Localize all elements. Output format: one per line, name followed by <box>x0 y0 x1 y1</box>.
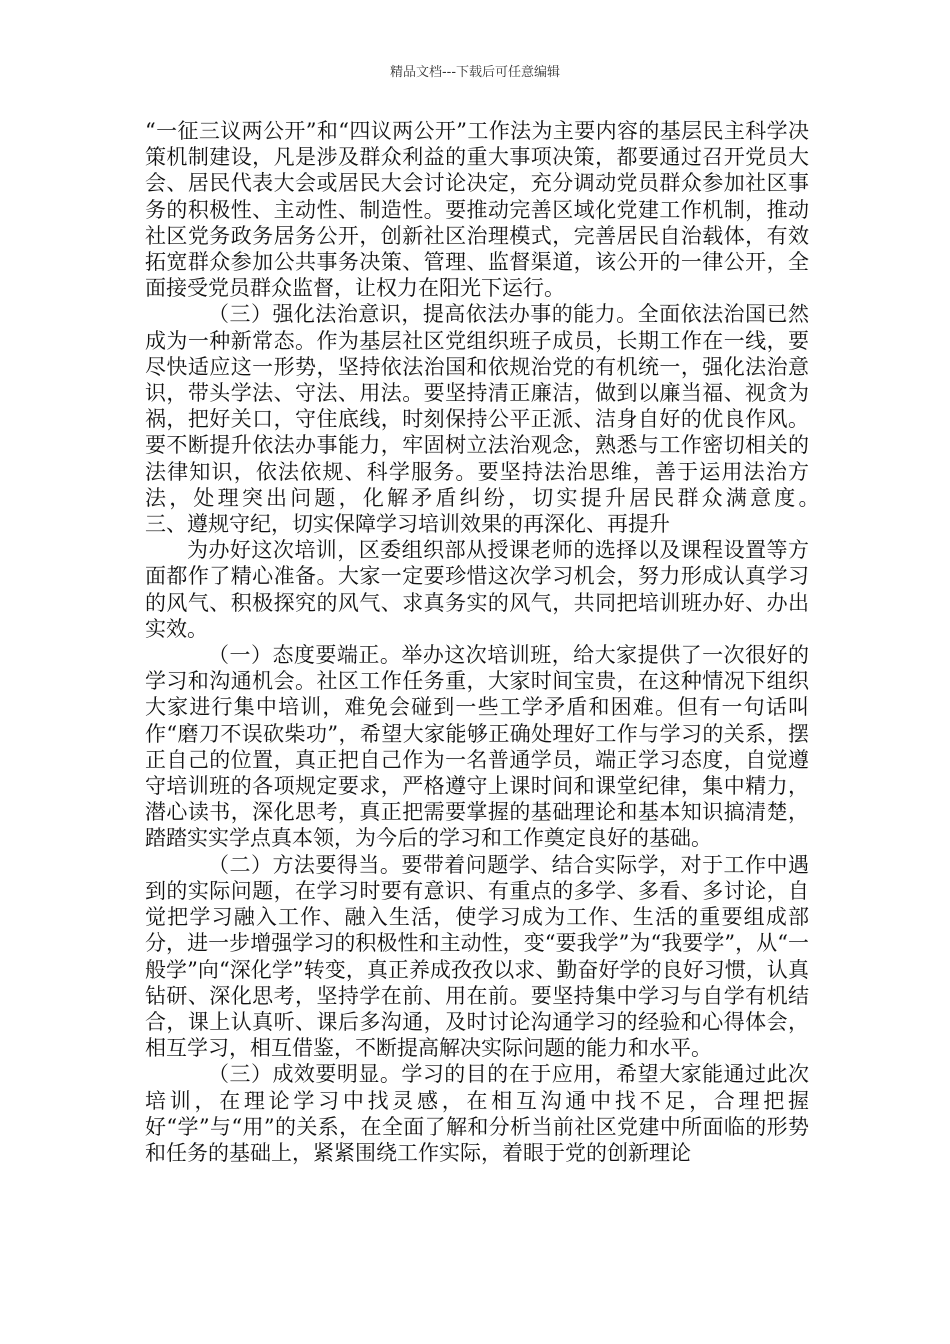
paragraph-6: （三）成效要明显。学习的目的在于应用，希望大家能通过此次培训，在理论学习中找灵感，在相互沟通中找不足，合理把握好“学”与“用”的关系，在全面了解和分析当前社区党建中所面临的形势和任务的基础上，紧紧围绕工作实际，着眼于党的创新理论 <box>145 1062 809 1165</box>
paragraph-2: （三）强化法治意识，提高依法办事的能力。全面依法治国已然成为一种新常态。作为基层社区党组织班子成员，长期工作在一线，要尽快适应这一形势，坚持依法治国和依规治党的有机统一，强化法治意识，带头学法、守法、用法。要坚持清正廉洁，做到以廉当福、视贪为祸，把好关口，守住底线，时刻保持公平正派、洁身自好的优良作风。要不断提升依法办事能力，牢固树立法治观念，熟悉与工作密切相关的法律知识，依法依规、科学服务。要坚持法治思维，善于运用法治方法，处理突出问题，化解矛盾纠纷，切实提升居民群众满意度。 三、遵规守纪，切实保障学习培训效果的再深化、再提升 <box>145 302 872 537</box>
paragraph-5: （二）方法要得当。要带着问题学、结合实际学，对于工作中遇到的实际问题，在学习时要有意识、有重点的多学、多看、多讨论，自觉把学习融入工作、融入生活，使学习成为工作、生活的重要组成部分，进一步增强学习的积极性和主动性，变“要我学”为“我要学”，从“一般学”向“深化学”转变，真正养成孜孜以求、勤奋好学的良好习惯，认真钻研、深化思考，坚持学在前、用在前。要坚持集中学习与自学有机结合，课上认真听、课后多沟通，及时讨论沟通学习的经验和心得体会，相互学习，相互借鉴，不断提高解决实际问题的能力和水平。 <box>145 852 809 1061</box>
paragraph-4: （一）态度要端正。举办这次培训班，给大家提供了一次很好的学习和沟通机会。社区工作任务重，大家时间宝贵，在这种情况下组织大家进行集中培训，难免会碰到一些工学矛盾和困难。但有一句话叫作“磨刀不误砍柴功”，希望大家能够正确处理好工作与学习的关系，摆正自己的位置，真正把自己作为一名普通学员，端正学习态度，自觉遵守培训班的各项规定要求，严格遵守上课时间和课堂纪律，集中精力，潜心读书，深化思考，真正把需要掌握的基础理论和基本知识搞清楚，踏踏实实学点真本领，为今后的学习和工作奠定良好的基础。 <box>145 643 809 851</box>
paragraph-1: “一征三议两公开”和“四议两公开”工作法为主要内容的基层民主科学决策机制建设，凡是涉及群众利益的重大事项决策，都要通过召开党员大会、居民代表大会或居民大会讨论决定，充分调动党员群众参加社区事务的积极性、主动性、制造性。要推动完善区域化党建工作机制，推动社区党务政务居务公开，创新社区治理模式，完善居民自治载体，有效拓宽群众参加公共事务决策、管理、监督渠道，该公开的一律公开，全面接受党员群众监督，让权力在阳光下运行。 <box>145 119 809 301</box>
document-body <box>145 118 872 1166</box>
page-header: 精品文档---下载后可任意编辑 <box>389 65 561 80</box>
paragraph-3: 为办好这次培训，区委组织部从授课老师的选择以及课程设置等方面都作了精心准备。大家一定要珍惜这次学习机会，努力形成认真学习的风气、积极探究的风气、求真务实的风气，共同把培训班办好、办出实效。 <box>145 538 809 641</box>
